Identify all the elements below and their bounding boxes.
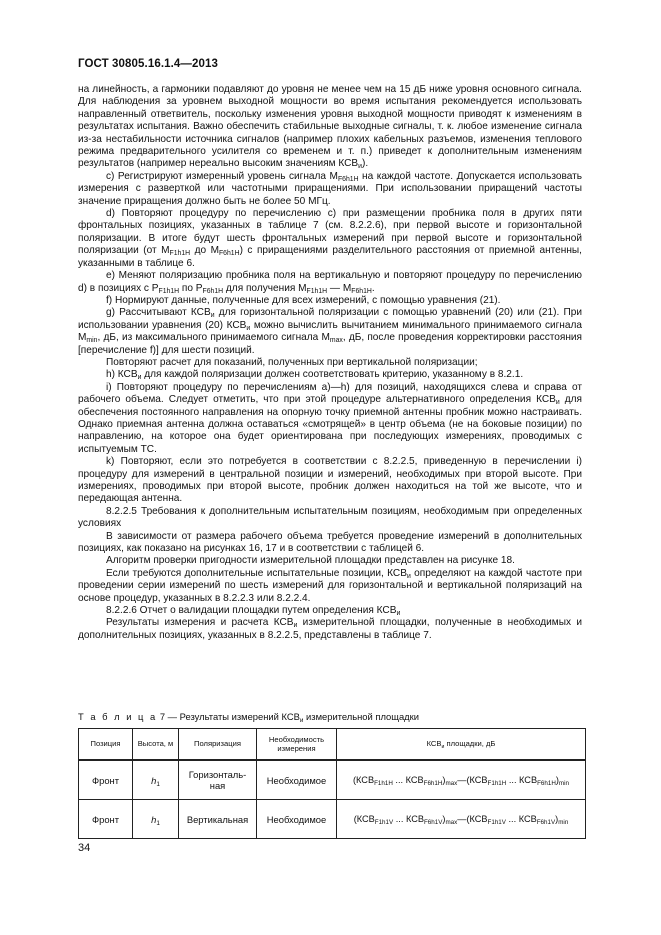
paragraph-item-f: f) Нормируют данные, полученные для всех измерений, с помощью уравнения (21). <box>106 294 501 306</box>
paragraph-additional-positions: В зависимости от размера рабочего объема требуется проведение измерений в дополнительных позициях, как показано на рисунках 16, 17 и в соответствии с таблицей 6. <box>78 530 582 555</box>
paragraph-item-g: g) Рассчитывают $КСВ_и$ для горизонтальной поляризации с помощью уравнений (20) или (21). При использовании уравнения (20) $КСВ_и$ можно вычислить вычитанием минимального принимаемого сигнала $M_{min}$, дБ, из максимального принимаемого сигнала $M_{max}$, дБ, после проведения корректировки расстояния [перечисление f)] для шести позиций. <box>78 307 583 356</box>
table-header-row <box>79 729 586 761</box>
header-position: Позиция <box>79 729 133 761</box>
cell-polarization: Вертикальная <box>179 800 257 839</box>
header-polarization: Поляризация <box>179 729 257 761</box>
cell-height: $h_1$ <box>133 760 179 800</box>
section-heading-8-2-2-6: 8.2.2.6 Отчет о валидации площадки путем определения $КСВ_и$ <box>106 605 401 618</box>
paragraph-extra-positions: Если требуются дополнительные испытательные позиции, $КСВ_и$ определяют на каждой частоте при проведении серии измерений по шесть измерений для горизонтальной и вертикальной поляризаций на основе процедур, указанных в 8.2.2.3 или 8.2.2.4. <box>78 567 582 604</box>
header-need: Необходимость измерения <box>257 729 337 761</box>
header-height: Высота, м <box>133 729 179 761</box>
page-number: 34 <box>78 842 91 854</box>
paragraph-item-k: k) Повторяют, если это потребуется в соответствии с 8.2.2.5, приведенную в перечислении i) процедуру для измерений в центральной позиции и измерений, необходимых при второй высоте. При измерениях, проводимых при второй высоте, пробник должен находиться на той же высоте, что и передающая антенна. <box>78 456 582 505</box>
paragraph-repeat-vertical: Повторяют расчет для показаний, полученных при вертикальной поляризации; <box>106 356 478 368</box>
table-row <box>79 800 586 839</box>
section-heading-8-2-2-5: 8.2.2.5 Требования к дополнительным испытательным позициям, необходимым при определенных условиях <box>78 505 582 530</box>
cell-need: Необходимое <box>257 760 337 800</box>
paragraph-item-i: i) Повторяют процедуру по перечислениям а)—h) для позиций, находящихся слева и справа от рабочего объема. Следует отметить, что при этой процедуре альтернативного определения $КСВ_и$ для обеспечения постоянного направления на опорную точку приемной антенны пробник можно настраивать. Однако приемная антенна должна оставаться «смотрящей» в центр объема (не на боковые позиции) по направлению, на которое она будет ориентирована при последующих измерениях, проводимых с испытуемым ТС. <box>78 381 582 455</box>
cell-vswr-formula: ($КСВ_{F1h1V}$ ... $КСВ_{F6h1V})_{max}—(КСВ_{F1h1V}$ ... $КСВ_{F6h1V})_{min}$ <box>337 800 586 839</box>
cell-height: $h_1$ <box>133 800 179 839</box>
paragraph-item-h: h) $КСВ_и$ для каждой поляризации должен соответствовать критерию, указанному в 8.2.1. <box>106 369 524 382</box>
cell-vswr-formula: ($КСВ_{F1h1H}$ ... $КСВ_{F6h1H})_{max}—(КСВ_{F1h1H}$ ... $КСВ_{F6h1H})_{min}$ <box>337 760 586 800</box>
document-code: ГОСТ 30805.16.1.4—2013 <box>78 58 218 70</box>
cell-polarization: Горизонталь-ная <box>179 760 257 800</box>
table-row <box>79 760 586 800</box>
paragraph-algorithm: Алгоритм проверки пригодности измерительной площадки представлен на рисунке 18. <box>106 555 515 567</box>
cell-position: Фронт <box>79 760 133 800</box>
body-text <box>78 84 582 642</box>
paragraph-results: Результаты измерения и расчета $КСВ_и$ измерительной площадки, полученные в необходимых и дополнительных позициях, указанных в 8.2.2.5, представлены в таблице 7. <box>78 617 582 641</box>
results-table <box>78 728 586 839</box>
paragraph-intro: на линейность, а гармоники подавляют до уровня не менее чем на 15 дБ ниже уровня основного сигнала. Для наблюдения за уровнем выходной мощности во время испытания рекомендуется использовать направленный ответвитель, поскольку изменения уровня выходной мощности приводят к изменениям в результатах испытания. Важно обеспечить стабильные выходные сигналы, т. к. любое изменение сигнала из-за нестабильности источника сигналов (например плохих кабельных разъемов, изменения теплового режима предварительного усилителя со временем и т. п.) приведет к дополнительным изменениям результатов (например нереально высоким значениям $КСВ_и$). <box>78 84 582 171</box>
cell-position: Фронт <box>79 800 133 839</box>
cell-need: Необходимое <box>257 800 337 839</box>
header-vswr: $КСВ_и$ площадки, дБ <box>337 729 586 761</box>
paragraph-item-e: е) Меняют поляризацию пробника поля на вертикальную и повторяют процедуру по перечислению d) в позициях с $P_{F1h1H}$ по $P_{F6h1H}$ для получения $M_{F1h1H}$ — $M_{F6h1H}$. <box>78 270 582 295</box>
paragraph-item-c: с) Регистрируют измеренный уровень сигнала $M_{F6h1H}$ на каждой частоте. Допускается использовать измерения с разверткой или частотными приращениями. При использовании приращений частоты значение приращения должно быть не более 50 МГц. <box>78 170 582 207</box>
paragraph-item-d: d) Повторяют процедуру по перечислению с) при размещении пробника поля в других пяти фронтальных позициях, указанных в таблице 7 (см. 8.2.2.6), при первой высоте и горизонтальной поляризации. В итоге будут шесть фронтальных измерений при первой высоте и горизонтальной поляризации (от $M_{F1h1H}$ до $M_{F6h1H}$) с приращениями разделительного расстояния от приемной антенны, указанными в таблице 6. <box>78 208 582 269</box>
table-caption: Т а б л и ц а 7 — Результаты измерений $КСВ_и$ измерительной площадки <box>78 711 419 724</box>
